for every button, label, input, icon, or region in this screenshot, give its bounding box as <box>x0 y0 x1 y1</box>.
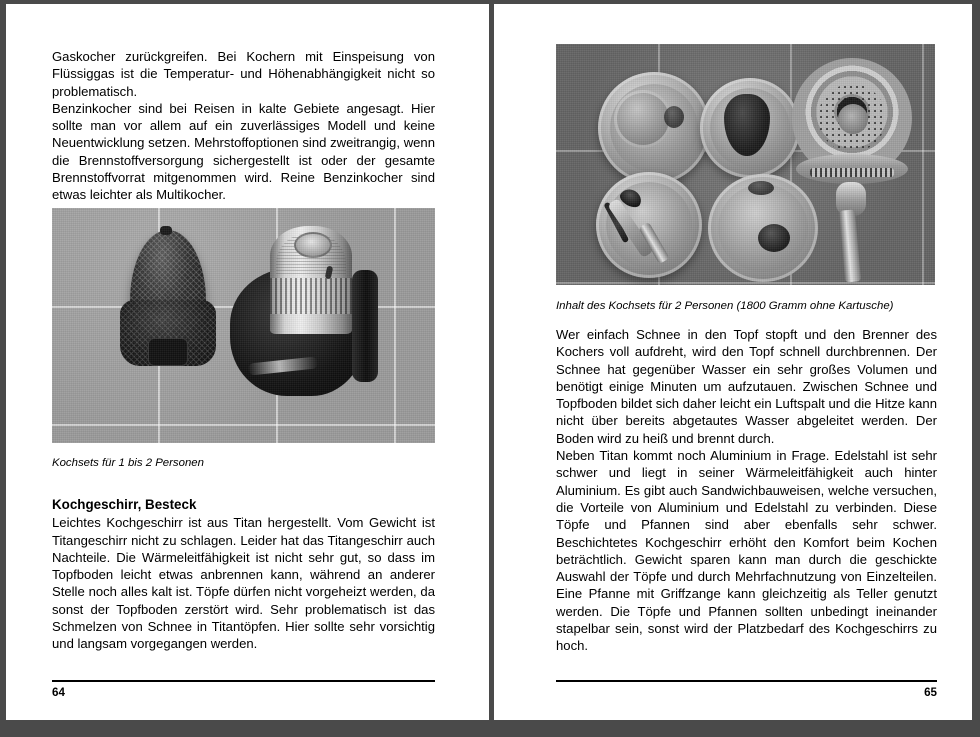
lid-clip <box>748 181 774 195</box>
burner-vent-slots <box>810 168 894 177</box>
burner-center-hole <box>838 104 868 134</box>
page-number-left: 64 <box>52 686 65 699</box>
paragraph: Leichtes Kochgeschirr ist aus Titan hergestellt. Vom Gewicht ist Titangeschirr nicht zu schlagen. Leider hat das Titangeschirr auch Nachteile. Die Wärmeleitfähigkeit ist nicht sehr gut, so dass im Topfboden leicht etwas anbrennen kann, während an anderer Stelle noch alles kalt ist. Töpfe dürfen nicht vorgeheizt werden, da sonst der Topfboden zerstört wird. Sehr problematisch ist das Schmelzen von Schnee in Titantöpfen. Hier sollte sehr vorsichtig und langsam vorgegangen werden. <box>52 515 435 652</box>
scrub-pad <box>664 106 684 128</box>
footer-rule-right <box>556 680 937 682</box>
canister-label-band <box>270 278 352 314</box>
paragraph: Benzinkocher sind bei Reisen in kalte Gebiete angesagt. Hier sollte man vor allem auf ein zuverlässiges Modell und keine Neuentwicklung setzen. Mehrstoffoptionen sind zweitrangig, wenn die Brennstoffversorgung sichergestellt ist oder der gesamte Brennstoffvorrat mitgenommen wird. Reine Benzinkocher sind etwas leichter als Multikocher. <box>52 100 435 203</box>
photo-cooksets <box>52 208 435 443</box>
page-right <box>494 4 972 720</box>
page-left <box>6 4 489 720</box>
paragraph: Wer einfach Schnee in den Topf stopft und den Brenner des Kochers voll aufdreht, wird den Topf schnell durchbrennen. Der Schnee hat gegenüber Wasser ein sehr großes Volumen und benötigt einige Minuten um aufzutauen. Zwischen Schnee und Topfboden bildet sich daher leicht ein Luftspalt und die Hitze kann nicht über bereits abgetautes Wasser abgeleitet werden. Der Boden wird zu heiß und brennt durch. <box>556 327 937 446</box>
left-page-text-bottom <box>52 496 435 653</box>
right-page-text <box>556 326 937 655</box>
figure-caption-left: Kochsets für 1 bis 2 Personen <box>52 457 204 469</box>
section-heading: Kochgeschirr, Besteck <box>52 497 197 512</box>
photo-cookset-contents <box>556 44 935 285</box>
sack-strap <box>352 270 378 382</box>
sack-label-patch <box>148 338 188 366</box>
left-page-text-top <box>52 48 435 204</box>
paragraph: Gaskocher zurückgreifen. Bei Kochern mit Einspeisung von Flüssiggas ist die Temperatur- und Höhenabhängigkeit nicht so problematisch. <box>52 49 435 99</box>
page-number-right: 65 <box>924 686 937 699</box>
sack-toggle <box>160 226 172 235</box>
paragraph: Neben Titan kommt noch Aluminium in Frage. Edelstahl ist sehr schwer und liegt in seiner Wärmeleitfähigkeit auch hinter Aluminium. Es gibt auch Sandwichbauweisen, welche versuchen, die Vorteile von Aluminium und Edelstahl zu verbinden. Diese Töpfe und Pfannen sind aber ebenfalls sehr schwer. Beschichtetes Kochgeschirr erhöht den Komfort beim Kochen beträchtlich. Gewicht sparen kann man durch die geschickte Auswahl der Töpfe und durch Mehrfachnutzung von Einzelteilen. Eine Pfanne mit Griffzange kann gleichzeitig als Teller genutzt werden. Die Töpfe und Pfannen sollten unbedingt ineinander stapelbar sein, sonst wird der Platzbedarf des Kochgeschirrs zu hoch. <box>556 448 937 654</box>
figure-caption-right: Inhalt des Kochsets für 2 Personen (1800 Gramm ohne Kartusche) <box>556 300 894 312</box>
folding-handle-arm <box>839 209 861 282</box>
gas-canister <box>270 226 352 334</box>
lid-knob <box>758 224 790 252</box>
canister-valve <box>294 232 332 258</box>
footer-rule-left <box>52 680 435 682</box>
